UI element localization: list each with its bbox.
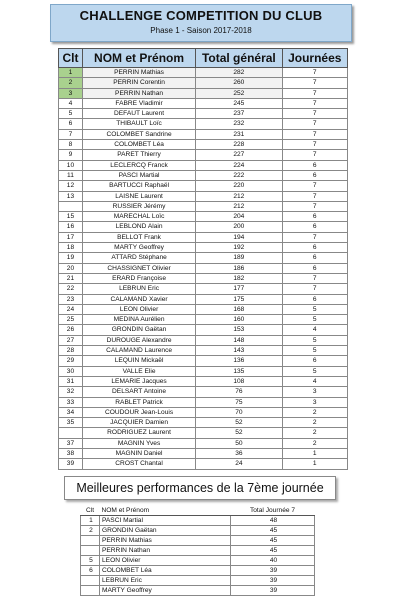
rank-cell: 13 <box>59 191 83 201</box>
total-cell: 76 <box>196 387 282 397</box>
journees-cell: 3 <box>282 387 348 397</box>
ranking-body <box>59 68 348 470</box>
table-row <box>81 576 315 586</box>
col-name-header: NOM et Prénom <box>82 49 195 68</box>
journees-cell: 7 <box>282 119 348 129</box>
name-cell: PERRIN Corentin <box>82 78 195 88</box>
total-cell: 75 <box>196 397 282 407</box>
table-row <box>59 88 348 98</box>
rank-cell: 34 <box>59 407 83 417</box>
table-row <box>81 536 315 546</box>
perf-total-cell: 45 <box>231 546 315 556</box>
name-cell: LEON Olivier <box>82 304 195 314</box>
rank-cell: 26 <box>59 325 83 335</box>
table-row <box>59 181 348 191</box>
total-cell: 36 <box>196 448 282 458</box>
name-cell: THIBAULT Loïc <box>82 119 195 129</box>
name-cell: RODRIGUEZ Laurent <box>82 428 195 438</box>
perf-total-cell: 45 <box>231 526 315 536</box>
total-cell: 200 <box>196 222 282 232</box>
rank-cell: 35 <box>59 418 83 428</box>
table-row <box>59 356 348 366</box>
journees-cell: 2 <box>282 407 348 417</box>
table-row <box>59 232 348 242</box>
perf-name-cell: COLOMBET Léa <box>100 566 231 576</box>
journees-cell: 7 <box>282 191 348 201</box>
journees-cell: 5 <box>282 366 348 376</box>
perf-rank-cell: 1 <box>81 516 100 526</box>
table-row <box>59 191 348 201</box>
perf-rank-cell: 6 <box>81 566 100 576</box>
performances-body <box>81 516 315 596</box>
name-cell: COUDOUR Jean-Louis <box>82 407 195 417</box>
rank-cell: 22 <box>59 284 83 294</box>
perf-total-cell: 39 <box>231 586 315 596</box>
name-cell: BARTUCCI Raphaël <box>82 181 195 191</box>
total-cell: 252 <box>196 88 282 98</box>
table-row <box>81 566 315 576</box>
table-row <box>59 418 348 428</box>
table-row <box>59 335 348 345</box>
rank-cell: 33 <box>59 397 83 407</box>
total-cell: 186 <box>196 263 282 273</box>
name-cell: LECLERCQ Franck <box>82 160 195 170</box>
table-row <box>59 459 348 469</box>
name-cell: DEFAUT Laurent <box>82 109 195 119</box>
perf-rank-cell <box>81 586 100 596</box>
rank-cell: 9 <box>59 150 83 160</box>
name-cell: ERARD Françoise <box>82 273 195 283</box>
journees-cell: 7 <box>282 201 348 211</box>
total-cell: 237 <box>196 109 282 119</box>
rank-cell: 4 <box>59 98 83 108</box>
total-cell: 245 <box>196 98 282 108</box>
table-row <box>59 201 348 211</box>
journees-cell: 5 <box>282 335 348 345</box>
rank-cell: 2 <box>59 78 83 88</box>
perf-total-cell: 39 <box>231 566 315 576</box>
total-cell: 52 <box>196 428 282 438</box>
table-row <box>59 407 348 417</box>
journees-cell: 7 <box>282 78 348 88</box>
table-row <box>59 78 348 88</box>
total-cell: 232 <box>196 119 282 129</box>
name-cell: PERRIN Nathan <box>82 88 195 98</box>
total-cell: 168 <box>196 304 282 314</box>
total-cell: 231 <box>196 129 282 139</box>
rank-cell: 1 <box>59 68 83 78</box>
perf-total-cell: 39 <box>231 576 315 586</box>
name-cell: LAISNE Laurent <box>82 191 195 201</box>
total-cell: 50 <box>196 438 282 448</box>
name-cell: MAGNIN Daniel <box>82 448 195 458</box>
perf-name-cell: PERRIN Mathias <box>100 536 231 546</box>
table-row <box>59 346 348 356</box>
perf-total-cell: 40 <box>231 556 315 566</box>
perf-name-cell: PERRIN Nathan <box>100 546 231 556</box>
rank-cell: 18 <box>59 243 83 253</box>
name-cell: RABLET Patrick <box>82 397 195 407</box>
name-cell: RUSSIER Jérémy <box>82 201 195 211</box>
journees-cell: 4 <box>282 376 348 386</box>
journees-cell: 2 <box>282 418 348 428</box>
total-cell: 282 <box>196 68 282 78</box>
journees-cell: 7 <box>282 129 348 139</box>
journees-cell: 2 <box>282 428 348 438</box>
rank-cell: 32 <box>59 387 83 397</box>
total-cell: 108 <box>196 376 282 386</box>
col-total-header: Total général <box>196 49 282 68</box>
journees-cell: 5 <box>282 346 348 356</box>
name-cell: ATTARD Stéphane <box>82 253 195 263</box>
name-cell: PERRIN Mathias <box>82 68 195 78</box>
name-cell: DUROUGE Alexandre <box>82 335 195 345</box>
rank-cell: 29 <box>59 356 83 366</box>
rank-cell: 24 <box>59 304 83 314</box>
rank-cell: 8 <box>59 140 83 150</box>
name-cell: PASCI Martial <box>82 170 195 180</box>
table-row <box>59 253 348 263</box>
rank-cell: 5 <box>59 109 83 119</box>
journees-cell: 6 <box>282 356 348 366</box>
total-cell: 194 <box>196 232 282 242</box>
table-row <box>59 212 348 222</box>
journees-cell: 6 <box>282 253 348 263</box>
table-row <box>59 304 348 314</box>
total-cell: 160 <box>196 315 282 325</box>
table-row <box>59 273 348 283</box>
rank-cell <box>59 201 83 211</box>
perf-total-cell: 45 <box>231 536 315 546</box>
rank-cell: 30 <box>59 366 83 376</box>
name-cell: DELSART Antoine <box>82 387 195 397</box>
name-cell: GRONDIN Gaëtan <box>82 325 195 335</box>
journees-cell: 7 <box>282 273 348 283</box>
rank-cell: 7 <box>59 129 83 139</box>
name-cell: LEMARIE Jacques <box>82 376 195 386</box>
performances-title: Meilleures performances de la 7ème journée <box>64 476 336 500</box>
total-cell: 224 <box>196 160 282 170</box>
name-cell: JACQUIER Damien <box>82 418 195 428</box>
table-row <box>59 170 348 180</box>
perf-rank-cell <box>81 576 100 586</box>
total-cell: 204 <box>196 212 282 222</box>
rank-cell: 16 <box>59 222 83 232</box>
total-cell: 143 <box>196 346 282 356</box>
table-row <box>59 119 348 129</box>
journees-cell: 6 <box>282 294 348 304</box>
total-cell: 189 <box>196 253 282 263</box>
name-cell: COLOMBET Sandrine <box>82 129 195 139</box>
rank-cell: 17 <box>59 232 83 242</box>
total-cell: 227 <box>196 150 282 160</box>
perf-name-cell: LEON Olivier <box>100 556 231 566</box>
rank-cell: 10 <box>59 160 83 170</box>
table-row <box>59 428 348 438</box>
journees-cell: 7 <box>282 181 348 191</box>
name-cell: COLOMBET Léa <box>82 140 195 150</box>
table-row <box>59 68 348 78</box>
name-cell: BELLOT Frank <box>82 232 195 242</box>
performances-header-row <box>81 505 315 516</box>
journees-cell: 7 <box>282 140 348 150</box>
table-row <box>59 438 348 448</box>
table-row <box>59 387 348 397</box>
performances-table <box>80 505 315 596</box>
journees-cell: 5 <box>282 315 348 325</box>
total-cell: 182 <box>196 273 282 283</box>
journees-cell: 7 <box>282 98 348 108</box>
perf-rank-cell: 5 <box>81 556 100 566</box>
rank-cell: 3 <box>59 88 83 98</box>
perf-name-cell: PASCI Martial <box>100 516 231 526</box>
name-cell: LEBLOND Alain <box>82 222 195 232</box>
journees-cell: 7 <box>282 109 348 119</box>
total-cell: 212 <box>196 201 282 211</box>
total-cell: 212 <box>196 191 282 201</box>
rank-cell: 15 <box>59 212 83 222</box>
table-row <box>59 397 348 407</box>
total-cell: 24 <box>196 459 282 469</box>
ranking-table <box>58 48 348 470</box>
total-cell: 260 <box>196 78 282 88</box>
rank-cell: 11 <box>59 170 83 180</box>
rank-cell: 39 <box>59 459 83 469</box>
rank-cell <box>59 428 83 438</box>
table-row <box>59 222 348 232</box>
perf-rank-cell: 2 <box>81 526 100 536</box>
name-cell: CALAMAND Xavier <box>82 294 195 304</box>
name-cell: MEDINA Aurélien <box>82 315 195 325</box>
name-cell: VALLE Elie <box>82 366 195 376</box>
rank-cell: 27 <box>59 335 83 345</box>
name-cell: MARTY Geoffrey <box>82 243 195 253</box>
rank-cell: 12 <box>59 181 83 191</box>
total-cell: 192 <box>196 243 282 253</box>
table-row <box>59 150 348 160</box>
table-row <box>59 98 348 108</box>
table-row <box>59 140 348 150</box>
table-row <box>59 129 348 139</box>
name-cell: LEQUIN Mickaël <box>82 356 195 366</box>
total-cell: 136 <box>196 356 282 366</box>
table-row <box>81 526 315 536</box>
journees-cell: 7 <box>282 232 348 242</box>
table-row <box>81 516 315 526</box>
journees-cell: 6 <box>282 243 348 253</box>
perf-rank-cell <box>81 536 100 546</box>
table-row <box>59 448 348 458</box>
rank-cell: 37 <box>59 438 83 448</box>
journees-cell: 6 <box>282 160 348 170</box>
perf-name-cell: GRONDIN Gaëtan <box>100 526 231 536</box>
table-row <box>59 243 348 253</box>
perf-col-clt-header: Clt <box>81 505 100 516</box>
journees-cell: 6 <box>282 263 348 273</box>
journees-cell: 5 <box>282 304 348 314</box>
table-row <box>81 586 315 596</box>
perf-name-cell: LEBRUN Eric <box>100 576 231 586</box>
name-cell: MAGNIN Yves <box>82 438 195 448</box>
page-title: CHALLENGE COMPETITION DU CLUB <box>79 8 323 23</box>
journees-cell: 6 <box>282 222 348 232</box>
rank-cell: 25 <box>59 315 83 325</box>
total-cell: 222 <box>196 170 282 180</box>
total-cell: 148 <box>196 335 282 345</box>
table-row <box>59 263 348 273</box>
journees-cell: 7 <box>282 68 348 78</box>
name-cell: LEBRUN Eric <box>82 284 195 294</box>
rank-cell: 28 <box>59 346 83 356</box>
name-cell: FABRE Vladimir <box>82 98 195 108</box>
table-row <box>59 294 348 304</box>
rank-cell: 38 <box>59 448 83 458</box>
col-clt-header: Clt <box>59 49 83 68</box>
total-cell: 135 <box>196 366 282 376</box>
ranking-header-row <box>59 49 348 68</box>
table-row <box>59 376 348 386</box>
table-row <box>59 325 348 335</box>
table-row <box>59 109 348 119</box>
total-cell: 153 <box>196 325 282 335</box>
journees-cell: 3 <box>282 397 348 407</box>
name-cell: CHASSIGNET Olivier <box>82 263 195 273</box>
table-row <box>81 556 315 566</box>
total-cell: 70 <box>196 407 282 417</box>
name-cell: CROST Chantal <box>82 459 195 469</box>
total-cell: 220 <box>196 181 282 191</box>
table-row <box>59 284 348 294</box>
name-cell: MARECHAL Loïc <box>82 212 195 222</box>
journees-cell: 7 <box>282 150 348 160</box>
rank-cell: 21 <box>59 273 83 283</box>
rank-cell: 23 <box>59 294 83 304</box>
perf-rank-cell <box>81 546 100 556</box>
title-box <box>50 4 352 42</box>
rank-cell: 20 <box>59 263 83 273</box>
rank-cell: 19 <box>59 253 83 263</box>
perf-name-cell: MARTY Geoffrey <box>100 586 231 596</box>
rank-cell: 31 <box>59 376 83 386</box>
table-row <box>59 315 348 325</box>
name-cell: PARET Thierry <box>82 150 195 160</box>
perf-total-cell: 48 <box>231 516 315 526</box>
journees-cell: 2 <box>282 438 348 448</box>
col-journees-header: Journées <box>282 49 348 68</box>
journees-cell: 7 <box>282 88 348 98</box>
journees-cell: 1 <box>282 459 348 469</box>
total-cell: 177 <box>196 284 282 294</box>
journees-cell: 7 <box>282 284 348 294</box>
journees-cell: 6 <box>282 170 348 180</box>
page-subtitle: Phase 1 - Saison 2017-2018 <box>150 26 252 35</box>
name-cell: CALAMAND Laurence <box>82 346 195 356</box>
journees-cell: 6 <box>282 212 348 222</box>
journees-cell: 1 <box>282 448 348 458</box>
table-row <box>81 546 315 556</box>
perf-col-name-header: NOM et Prénom <box>100 505 231 516</box>
journees-cell: 4 <box>282 325 348 335</box>
perf-col-total-header: Total Journée 7 <box>231 505 315 516</box>
total-cell: 228 <box>196 140 282 150</box>
table-row <box>59 160 348 170</box>
table-row <box>59 366 348 376</box>
total-cell: 52 <box>196 418 282 428</box>
rank-cell: 6 <box>59 119 83 129</box>
total-cell: 175 <box>196 294 282 304</box>
